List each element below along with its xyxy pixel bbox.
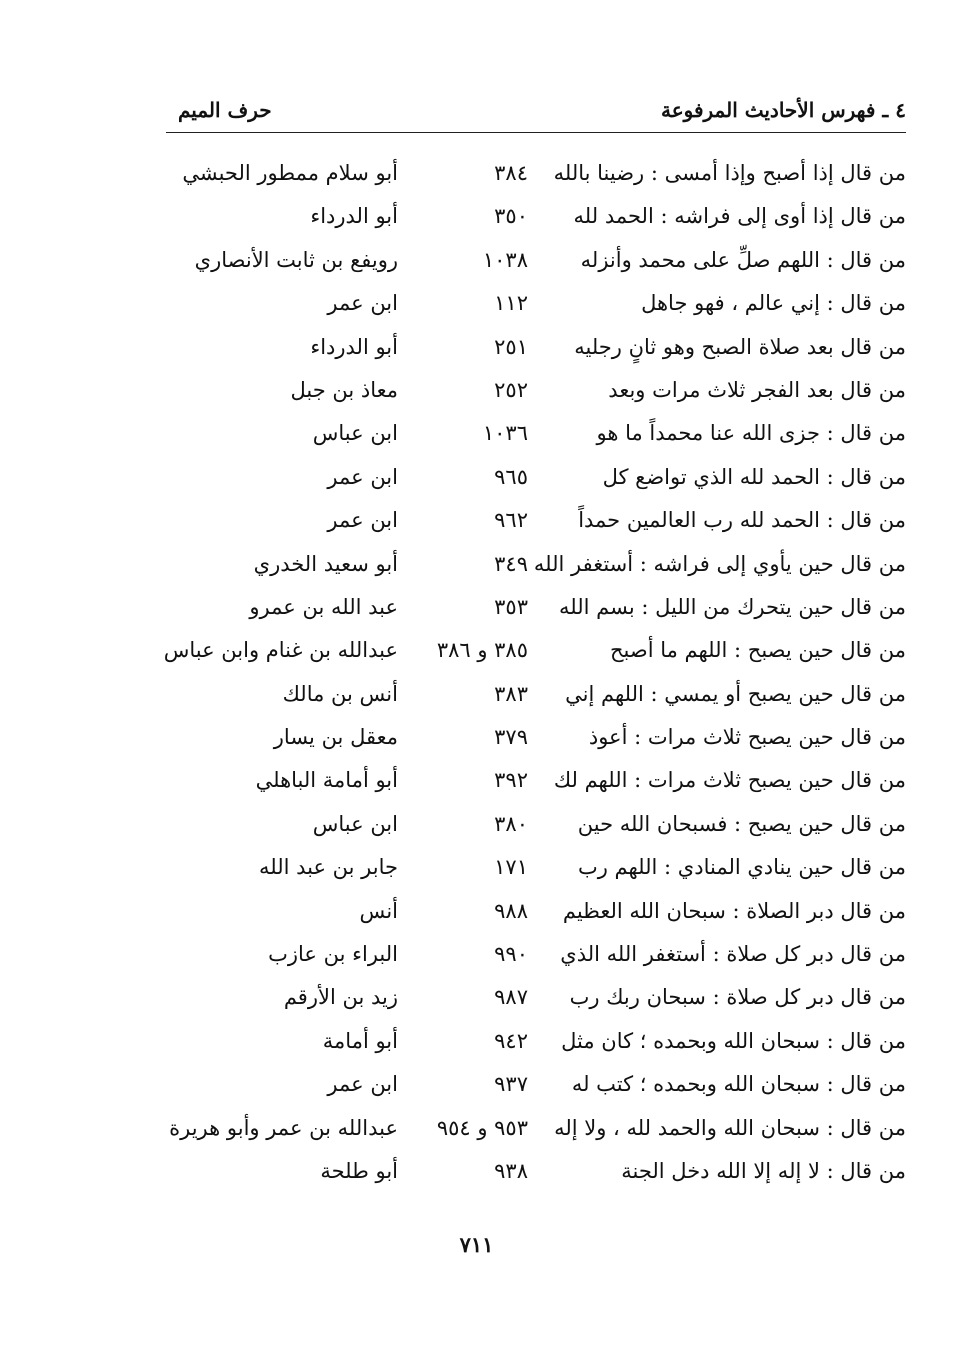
hadith-text: من قال دبر كل صلاة : أستغفر الله الذي [560,942,906,967]
narrator-name: أبو سعيد الخدري [253,551,398,576]
narrator-name: ابن عمر [327,1072,398,1097]
index-row [160,1063,906,1106]
hadith-text: من قال بعد الفجر ثلاث مرات وبعد [608,377,906,402]
hadith-number: ٩٦٥ [494,464,528,489]
hadith-number: ٣٨٠ [494,811,528,836]
hadith-number: ٢٥١ [494,334,528,359]
index-row [160,890,906,933]
hadith-number: ١٠٣٨ [482,247,528,272]
hadith-number: ٩٣٧ [494,1072,528,1097]
page-number: ٧١١ [459,1232,494,1257]
index-row [160,412,906,455]
narrator-name: جابر بن عبد الله [258,855,398,880]
hadith-text: من قال حين يصبح : اللهم ما أصبح [609,638,906,663]
index-row [160,1107,906,1150]
narrator-name: ابن عمر [327,508,398,533]
hadith-number: ١٠٣٦ [482,421,528,446]
hadith-number: ٣٥٠ [494,204,528,229]
narrator-name: ابن عمر [327,291,398,316]
hadith-text: من قال دبر الصلاة : سبحان الله العظيم [562,898,906,923]
hadith-text: من قال : الحمد لله الذي تواضع كل [602,464,906,489]
hadith-text: من قال : سبحان الله وبحمده ؛ كتب له [571,1072,906,1097]
index-row [160,543,906,586]
index-row [160,933,906,976]
narrator-name: أبو أمامة [322,1028,398,1053]
narrator-name: أبو طلحة [320,1158,398,1183]
index-row [160,1020,906,1063]
hadith-number: ٣٩٢ [494,768,528,793]
narrator-name: رويفع بن ثابت الأنصاري [194,247,398,272]
narrator-name: ابن عباس [312,421,398,446]
index-row [160,499,906,542]
hadith-text: من قال حين يصبح أو يمسي : اللهم إني [565,681,906,706]
hadith-text: من قال بعد صلاة الصبح وهو ثانٍ رجليه [574,334,906,359]
narrator-name: ابن عباس [312,811,398,836]
hadith-number: ٩٦٢ [494,508,528,533]
hadith-text: من قال دبر كل صلاة : سبحان ربك رب [569,985,906,1010]
hadith-number: ٣٥٣ [494,594,528,619]
index-row [160,759,906,802]
hadith-text: من قال حين يأوي إلى فراشه : أستغفر الله [533,551,906,576]
index-row [160,586,906,629]
index-row [160,846,906,889]
narrator-name: عبدالله بن غنام وابن عباس [163,638,398,663]
narrator-name: أبو سلام ممطور الحبشي [182,161,398,185]
index-row [160,1150,906,1193]
hadith-text: من قال حين يتحرك من الليل : بسم الله [558,594,906,619]
hadith-number: ٩٣٨ [494,1158,528,1183]
narrator-name: معقل بن يسار [273,725,398,750]
hadith-number: ٣٨٣ [494,681,528,706]
narrator-name: أنس بن مالك [282,681,398,706]
hadith-number: ٩٩٠ [494,942,528,967]
hadith-number: ٣٤٩ [494,551,528,576]
index-row [160,369,906,412]
index-row [160,456,906,499]
hadith-text: من قال إذا أوى إلى فراشه : الحمد لله [573,204,906,229]
hadith-text: من قال حين يصبح ثلاث مرات : اللهم لك [553,768,906,793]
narrator-name: البراء بن عازب [268,942,398,967]
hadith-text: من قال : جزى الله عنا محمداً ما هو [596,421,906,446]
hadith-text: من قال : سبحان الله وبحمده ؛ كان مثل [561,1028,906,1053]
index-row [160,282,906,325]
hadith-text: من قال : لا إله إلا الله دخل الجنة [621,1158,906,1183]
index-row [160,239,906,282]
hadith-text: من قال : اللهم صلِّ على محمد وأنزله [580,247,906,272]
narrator-name: معاذ بن جبل [290,377,398,402]
hadith-number: ٩٨٨ [494,898,528,923]
narrator-name: أبو أمامة الباهلي [255,768,398,793]
hadith-number: ٩٤٢ [494,1028,528,1053]
hadith-text: من قال إذا أصبح وإذا أمسى : رضينا بالله [553,161,906,185]
narrator-name: ابن عمر [327,464,398,489]
section-title: ٤ ـ فهرس الأحاديث المرفوعة [660,98,906,122]
index-row [160,716,906,759]
narrator-name: أبو الدرداء [310,204,398,229]
hadith-text: من قال حين ينادي المنادي : اللهم رب [577,855,906,880]
running-header [166,96,906,133]
hadith-number: ٣٧٩ [494,725,528,750]
hadith-text: من قال : الحمد لله رب العالمين حمداً [578,508,906,533]
index-row [160,803,906,846]
narrator-name: زيد بن الأرقم [283,985,398,1010]
hadith-number: ٣٨٥ و ٣٨٦ [436,638,528,663]
narrator-name: عبدالله بن عمر وأبو هريرة [169,1115,398,1140]
hadith-number: ١١٢ [494,291,528,316]
narrator-name: أنس [359,898,398,923]
hadith-number: ٣٨٤ [494,161,528,185]
index-row [160,326,906,369]
index-row [160,152,906,195]
hadith-number: ١٧١ [494,855,528,880]
hadith-number: ٩٥٣ و ٩٥٤ [436,1115,528,1140]
index-row [160,976,906,1019]
hadith-index-list [160,152,906,1193]
narrator-name: عبد الله بن عمرو [249,594,398,619]
narrator-name: أبو الدرداء [310,334,398,359]
hadith-text: من قال : سبحان الله والحمد لله ، ولا إله [554,1115,906,1140]
letter-title: حرف الميم [178,98,272,122]
index-row [160,195,906,238]
index-row [160,673,906,716]
hadith-text: من قال حين يصبح : فسبحان الله حين [577,811,906,836]
hadith-number: ٩٨٧ [494,985,528,1010]
hadith-number: ٢٥٢ [494,377,528,402]
index-row [160,629,906,672]
hadith-text: من قال : إني عالم ، فهو جاهل [641,291,906,316]
hadith-text: من قال حين يصبح ثلاث مرات : أعوذ [588,725,906,750]
